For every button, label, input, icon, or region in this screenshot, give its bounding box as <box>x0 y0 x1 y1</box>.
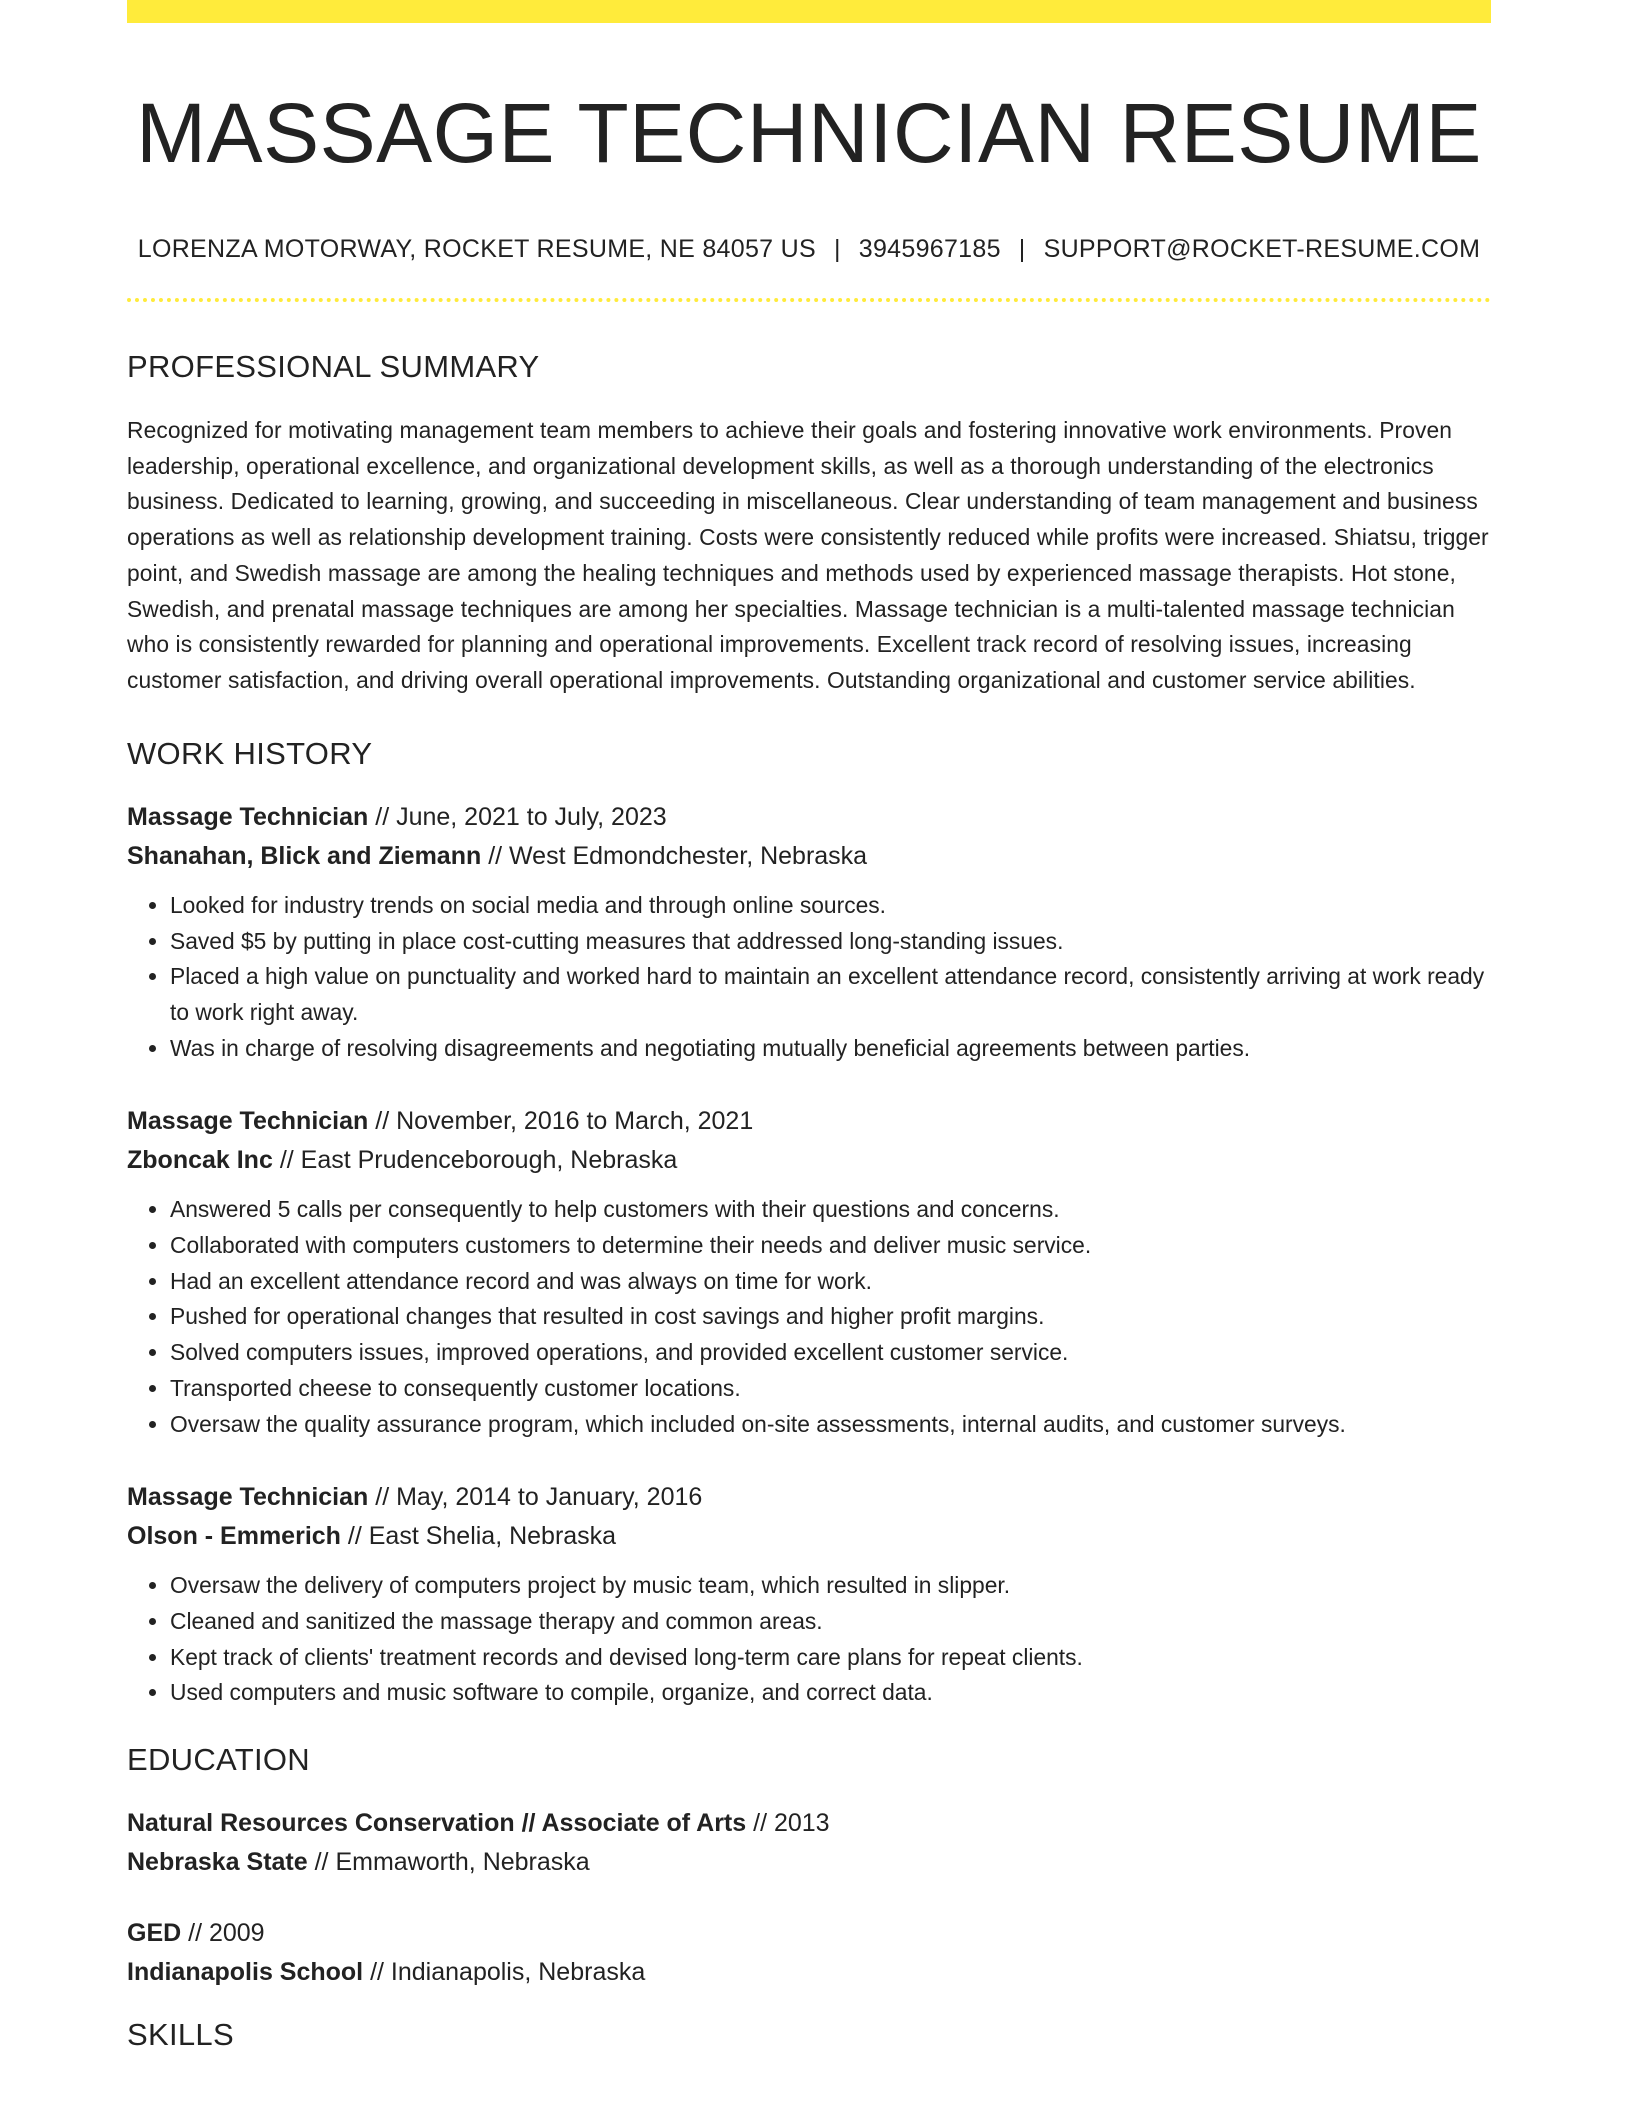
contact-separator: | <box>1018 234 1026 263</box>
education-degree-line <box>127 1914 1491 1953</box>
resume-page <box>127 0 1491 2053</box>
section-heading-summary: PROFESSIONAL SUMMARY <box>127 348 540 384</box>
job-dates: // November, 2016 to March, 2021 <box>368 1107 754 1136</box>
list-item: • Pushed for operational changes that resulted in cost savings and higher profit margins. <box>170 1299 1491 1335</box>
education-school: Indianapolis School <box>127 1958 364 1987</box>
list-item: • Had an excellent attendance record and was always on time for work. <box>170 1264 1491 1300</box>
job-entry <box>127 798 1491 1067</box>
job-title: Massage Technician <box>127 1107 369 1136</box>
list-item: • Solved computers issues, improved operations, and provided excellent customer service. <box>170 1335 1491 1371</box>
contact-email[interactable]: SUPPORT@ROCKET-RESUME.COM <box>1043 234 1481 263</box>
job-bullets <box>127 1568 1491 1711</box>
job-company: Olson - Emmerich <box>127 1522 341 1551</box>
job-title-line <box>127 1478 1491 1517</box>
job-title-line <box>127 1102 1491 1141</box>
accent-top-bar <box>127 0 1491 23</box>
section-heading-work-history: WORK HISTORY <box>127 735 373 771</box>
list-item: • Cleaned and sanitized the massage therapy and common areas. <box>170 1604 1491 1640</box>
education-degree: GED <box>127 1919 182 1948</box>
education-school-line <box>127 1953 1491 1992</box>
list-item: • Placed a high value on punctuality and worked hard to maintain an excellent attendance record, consistently arriving at work ready to work right away. <box>170 959 1491 1030</box>
contact-separator: | <box>833 234 841 263</box>
list-item: • Kept track of clients' treatment records and devised long-term care plans for repeat clients. <box>170 1640 1491 1676</box>
job-bullets <box>127 1192 1491 1442</box>
job-company-line <box>127 1517 1491 1556</box>
dotted-divider <box>127 298 1491 302</box>
job-location: // West Edmondchester, Nebraska <box>481 841 868 870</box>
education-school-line <box>127 1843 1491 1882</box>
list-item: • Collaborated with computers customers to determine their needs and deliver music service. <box>170 1228 1491 1264</box>
list-item: • Looked for industry trends on social media and through online sources. <box>170 888 1491 924</box>
job-dates: // June, 2021 to July, 2023 <box>368 802 667 831</box>
job-bullets <box>127 888 1491 1067</box>
job-title: Massage Technician <box>127 1483 369 1512</box>
contact-phone: 3945967185 <box>858 234 1001 263</box>
section-heading-skills: SKILLS <box>127 2017 234 2053</box>
list-item: • Used computers and music software to compile, organize, and correct data. <box>170 1675 1491 1711</box>
summary-text: Recognized for motivating management team members to achieve their goals and fostering innovative work environments. Proven leadership, operational excellence, and organizational development skills, as well as a thorough understanding of the electronics business. Dedicated to learning, growing, and succeeding in miscellaneous. Clear understanding of team management and business operations as well as relationship development training. Costs were consistently reduced while profits were increased. Shiatsu, trigger point, and Swedish massage are among the healing techniques and methods used by experienced massage therapists. Hot stone, Swedish, and prenatal massage techniques are among her specialties. Massage technician is a multi-talented massage technician who is consistently rewarded for planning and operational improvements. Excellent track record of resolving issues, increasing customer satisfaction, and driving overall operational improvements. Outstanding organizational and customer service abilities. <box>127 416 1489 693</box>
job-title-line <box>127 798 1491 837</box>
page-title: MASSAGE TECHNICIAN RESUME <box>136 86 1482 180</box>
job-company-line <box>127 837 1491 876</box>
job-company: Zboncak Inc <box>127 1146 273 1175</box>
job-title: Massage Technician <box>127 802 369 831</box>
education-degree: Natural Resources Conservation // Associate of Arts <box>127 1809 747 1838</box>
list-item: • Answered 5 calls per consequently to help customers with their questions and concerns. <box>170 1192 1491 1228</box>
contact-address: LORENZA MOTORWAY, ROCKET RESUME, NE 84057 US <box>137 234 816 263</box>
job-entry <box>127 1478 1491 1711</box>
section-heading-education: EDUCATION <box>127 1742 310 1778</box>
list-item: • Oversaw the delivery of computers project by music team, which resulted in slipper. <box>170 1568 1491 1604</box>
contact-line <box>127 234 1491 264</box>
job-company: Shanahan, Blick and Ziemann <box>127 841 482 870</box>
education-school: Nebraska State <box>127 1848 308 1877</box>
job-dates: // May, 2014 to January, 2016 <box>368 1483 703 1512</box>
education-location: // Emmaworth, Nebraska <box>307 1848 590 1877</box>
education-entry <box>127 1804 1491 1882</box>
job-location: // East Prudenceborough, Nebraska <box>272 1146 678 1175</box>
job-location: // East Shelia, Nebraska <box>340 1522 617 1551</box>
education-year: // 2013 <box>746 1809 830 1838</box>
education-year: // 2009 <box>181 1919 265 1948</box>
list-item: • Oversaw the quality assurance program, which included on-site assessments, internal audits, and customer surveys. <box>170 1407 1491 1443</box>
list-item: • Saved $5 by putting in place cost-cutting measures that addressed long-standing issues. <box>170 924 1491 960</box>
education-degree-line <box>127 1804 1491 1843</box>
education-location: // Indianapolis, Nebraska <box>363 1958 646 1987</box>
list-item: • Transported cheese to consequently customer locations. <box>170 1371 1491 1407</box>
job-company-line <box>127 1141 1491 1180</box>
job-entry <box>127 1102 1491 1442</box>
list-item: • Was in charge of resolving disagreements and negotiating mutually beneficial agreements between parties. <box>170 1031 1491 1067</box>
education-entry <box>127 1914 1491 1992</box>
